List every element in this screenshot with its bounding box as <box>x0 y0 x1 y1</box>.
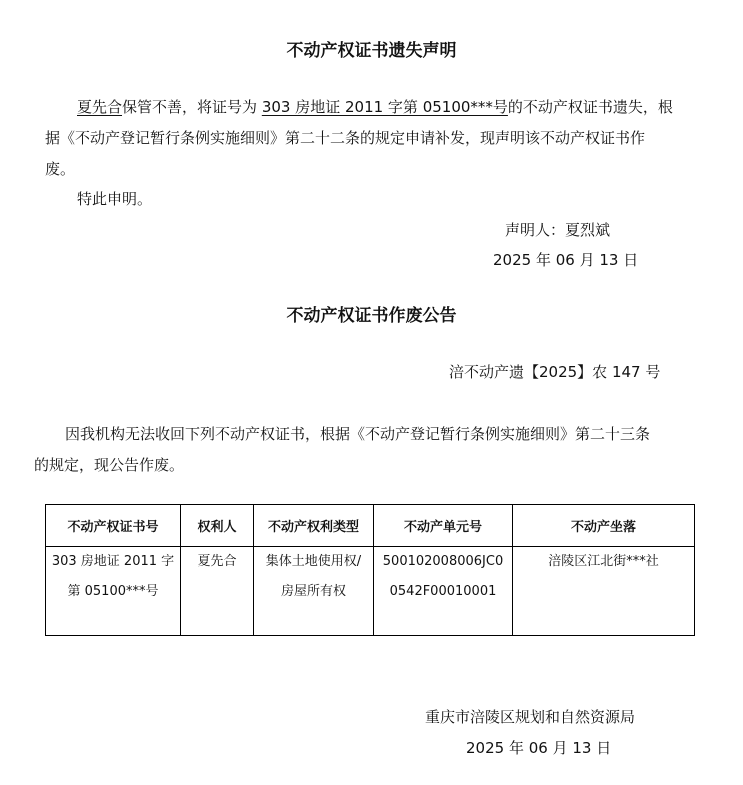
statement-paragraph-line3: 废。 <box>45 160 76 178</box>
cell-location <box>513 547 695 636</box>
column-header: 不动产权利类型 <box>254 505 374 547</box>
table-header-row <box>46 505 695 547</box>
cell-line: 第 05100***号 <box>67 584 159 599</box>
cell-line: 0542F00010001 <box>389 584 497 599</box>
declarant-line <box>505 219 610 240</box>
cell-line: 500102008006JC0 <box>382 554 504 569</box>
notice-document-number: 涪不动产遗【2025】农 147 号 <box>449 363 661 381</box>
cell-line: 303 房地证 2011 字 <box>51 554 175 569</box>
column-header: 不动产单元号 <box>374 505 513 547</box>
statement-paragraph-line1 <box>77 96 673 117</box>
certificate-number: 303 房地证 2011 字第 05100***号 <box>261 98 508 116</box>
cell-holder <box>181 547 254 636</box>
cell-right-type <box>254 547 374 636</box>
declarant-label: 声明人： <box>505 221 566 239</box>
cell-line: 集体土地使用权/ <box>265 554 362 569</box>
column-header: 不动产权证书号 <box>46 505 181 547</box>
notice-date: 2025 年 06 月 13 日 <box>466 739 612 757</box>
column-header: 权利人 <box>181 505 254 547</box>
statement-paragraph-line2: 据《不动产登记暂行条例实施细则》第二十二条的规定申请补发，现声明该不动产权证书作 <box>45 129 646 147</box>
column-header: 不动产坐落 <box>513 505 695 547</box>
cell-certificate-number <box>46 547 181 636</box>
table-row <box>46 547 695 636</box>
cell-line: 房屋所有权 <box>280 584 346 599</box>
issuer-name: 重庆市涪陵区规划和自然资源局 <box>425 708 636 726</box>
notice-title: 不动产权证书作废公告 <box>286 306 457 326</box>
notice-paragraph-line1: 因我机构无法收回下列不动产权证书，根据《不动产登记暂行条例实施细则》第二十三条 <box>65 425 651 443</box>
declarant-name: 夏烈斌 <box>565 221 611 239</box>
statement-date: 2025 年 06 月 13 日 <box>493 251 639 269</box>
statement-text1: 保管不善，将证号为 <box>122 98 258 116</box>
cell-line: 涪陵区江北街***社 <box>548 554 659 569</box>
notice-paragraph-line2: 的规定，现公告作废。 <box>34 456 185 474</box>
statement-title: 不动产权证书遗失声明 <box>286 41 457 61</box>
owner-name: 夏先合 <box>77 98 123 116</box>
statement-special-note: 特此申明。 <box>77 190 153 208</box>
statement-text2: 的不动产权证书遗失，根 <box>507 98 673 116</box>
cell-line: 夏先合 <box>197 554 237 569</box>
void-certificate-table <box>45 504 695 636</box>
cell-unit-number <box>374 547 513 636</box>
